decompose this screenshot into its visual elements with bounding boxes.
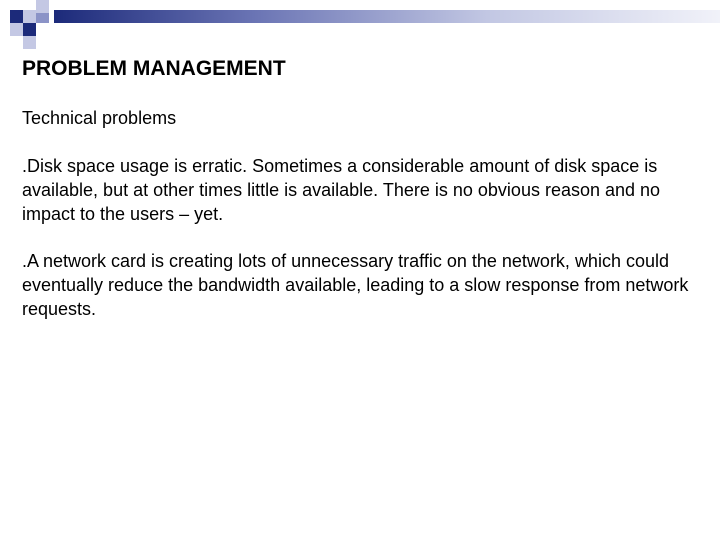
decor-square <box>23 10 36 23</box>
slide-subtitle: Technical problems <box>22 108 177 128</box>
decor-square <box>36 0 49 13</box>
decor-square <box>10 23 23 36</box>
slide-content <box>22 56 702 321</box>
paragraph-disk-space: .Disk space usage is erratic. Sometimes a considerable amount of disk space is available, but at other times little is available. There is no obvious reason and no impact to the users – yet. <box>22 156 661 224</box>
slide-title: PROBLEM MANAGEMENT <box>22 57 286 80</box>
decor-square <box>10 10 23 23</box>
header-gradient-bar <box>54 10 720 23</box>
decor-square <box>23 36 36 49</box>
paragraph-network-card: .A network card is creating lots of unnecessary traffic on the network, which could eventually reduce the bandwidth available, leading to a slow response from network requests. <box>22 251 689 319</box>
decor-square <box>23 23 36 36</box>
